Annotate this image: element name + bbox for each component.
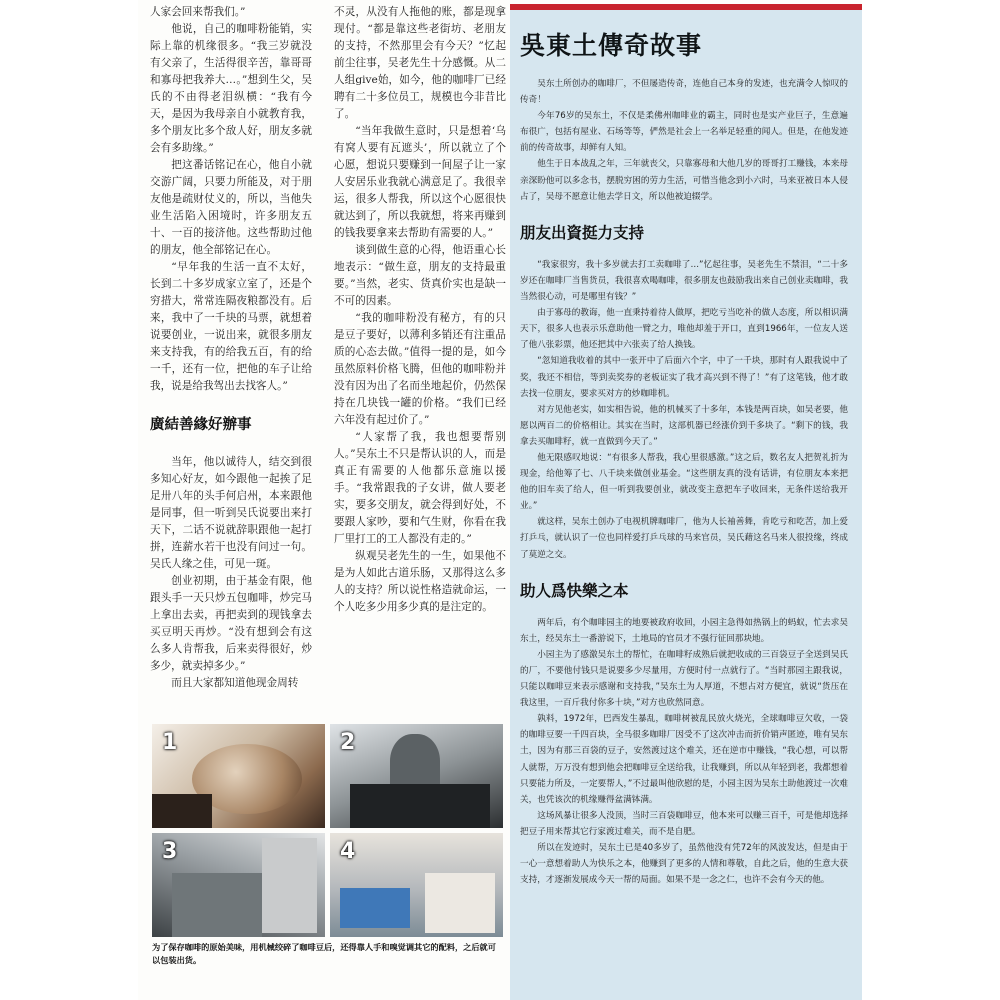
photo-grid: [152, 724, 506, 939]
magazine-page: [138, 0, 862, 1000]
panel-s2-p4: 这场风暴让很多人没顶，当时三百袋咖啡豆，他本来可以赚三百千，可是他却选择把豆子用来帮其它行家渡过难关，而不是自肥。: [520, 810, 848, 837]
panel-heading-friends-support: 朋友出資挺力支持: [520, 223, 645, 242]
middle-paragraph-1: 不灵，从没有人拖他的账，都是现拿现付。“都是靠这些老街坊、老朋友的支持，不然那里会有今天？”忆起前尘往事，吴老先生十分感慨。从二人组give始，如今，他的咖啡厂已经聘有二十多位员工，规模也今非昔比了。: [334, 6, 506, 120]
photo-caption: 为了保存咖啡的原始美味，用机械绞碎了咖啡豆后，还得靠人手和嗅觉调其它的配料，之后就可以包装出货。: [152, 942, 496, 965]
photo-number-3: 3: [162, 839, 178, 864]
panel-accent-bar: [510, 4, 862, 10]
panel-heading-helping-others: 助人爲快樂之本: [520, 581, 629, 600]
middle-paragraph-5: “人家帮了我，我也想要帮别人。”吴东土不只是帮认识的人，而是真正有需要的人他都乐意施以援手。“我常跟我的子女讲，做人要老实，要多交朋友，就会得到好处，不要跟人家吵，要和气生财，你看在我厂里打工的工人都没有走的。”: [334, 431, 506, 545]
middle-paragraph-2: “当年我做生意时，只是想着‘乌有窝人要有瓦遮头’，所以就立了个心愿，想说只要赚到一间屋子让一家人安居乐业我就心满意足了。我很幸运，很多人帮我，所以这个心愿很快就达到了，所以我就想，将来再赚到的钱我要拿来去帮助有需要的人。”: [334, 125, 506, 239]
left-column: [150, 4, 312, 692]
left-paragraph-1: 人家会回来帮我们。”: [150, 6, 246, 18]
photo-packaging: [330, 833, 503, 937]
panel-body: [510, 62, 862, 888]
panel-s2-p1: 两年后，有个咖啡园主的地要被政府收回，小园主急得如热锅上的蚂蚁，忙去求吴东土，经吴东土一番游说下，土地局的官员才不强行征回那块地。: [520, 617, 848, 644]
left-paragraph-7: 而且大家都知道他现金周转: [171, 677, 299, 689]
middle-paragraph-4: “我的咖啡粉没有秘方，有的只是豆子要好，以薄利多销还有注重品质的心态去做。”值得一提的是，如今虽然原料价格飞腾，但他的咖啡粉并没有因为出了名而坐地起价，仍然保持在几块钱一罐的价格。“我们已经六年没有起过价了。”: [334, 312, 506, 426]
left-paragraph-4: “早年我的生活一直不太好，长到二十多岁成家立室了，还是个穷措大，常常连隔夜粮都没有。后来，我中了一千块的马票，就想着说要创业，一说出来，就很多朋友来支持我，有的给我五百，有的给一千，还有一位，把他的车子让给我，说是给我驾出去找客人。”: [150, 261, 312, 392]
panel-s1-p6: 就这样，吴东土创办了电视机牌咖啡厂，他为人长袖善舞，肯吃亏和吃苦，加上爱打乒乓，就认识了一位也同样爱打乒乓球的马来官员，吴氏藉这名马来人很投缘，终成了莫逆之交。: [520, 517, 848, 560]
panel-s1-p1: “我家很穷，我十多岁就去打工卖咖啡了…”忆起往事，吴老先生不禁泪，“二十多岁还在咖啡厂当售货员，我很喜欢喝咖啡，很多朋友也鼓励我出来自己创业卖咖啡，我当然很心动，可是哪里有钱？”: [520, 259, 848, 303]
panel-s1-p5: 他无限感叹地说：“有很多人帮我，我心里很感激。”这之后，数名友人把贺礼折为现金，给他筹了七、八千块来做创业基金。“这些朋友真的没有话讲，有位朋友本来把他的旧车卖了给人，但一听到我要创业，就改变主意把车子收回来，无条件送给我开业。”: [520, 452, 848, 512]
photo-grinding-machine: [152, 833, 325, 937]
panel-s1-p2: 由于寡母的教诲，他一直秉持着待人做厚，把吃亏当吃补的做人态度，所以相识满天下，很多人也表示乐意助他一臂之力，唯他却羞于开口，直到1966年，一位友人送了他八张彩票，他还把其中六张卖了给人换钱。: [520, 308, 848, 351]
left-paragraph-6: 创业初期，由于基金有限，他跟头手一天只炒五包咖啡，炒完马上拿出去卖，再把卖到的现钱拿去买豆明天再炒。“没有想到会有这么多人肯帮我，后来卖得很好，炒多少，就卖掉多少。”: [150, 575, 312, 672]
photo-number-4: 4: [340, 839, 356, 864]
left-paragraph-5: 当年，他以诚待人，结交到很多知心好友，如今跟他一起挨了足足卅八年的头手何启州，本来跟他是同事，但一听到吴氏说要出来打天下，二话不说就辞职跟他一起打拼，连薪水若干也没有问过一句。吴氏人缘之佳，可见一斑。: [150, 456, 312, 570]
panel-title: 吳東土傳奇故事: [520, 31, 703, 60]
panel-s1-p3: “忽知道我收着的其中一张开中了后面六个字，中了一千块，那时有人跟我说中了奖，我还不相信，等到卖奖券的老板证实了我才高兴到不得了！”有了这笔钱，他才敢去找一位朋友，要求买对方的炒咖啡机。: [520, 356, 848, 399]
panel-intro-2: 今年76岁的吴东土，不仅是柔佛州咖啡业的霸主，同时也是实产业巨子，生意遍布很广，包括有屋业、石场等等，俨然是社会上一名举足轻重的闻人。但是，在他发迹前的传奇故事，却鲜有人知。: [520, 111, 848, 154]
middle-paragraph-3: 谈到做生意的心得，他语重心长地表示：“做生意，朋友的支持最重要。”当然，老实、货真价实也是缺一不可的因素。: [334, 244, 506, 307]
photo-number-1: 1: [162, 730, 178, 755]
photo-roasting-worker: [330, 724, 503, 828]
panel-s1-p4: 对方见他老实，如实相告说，他的机械买了十多年，本钱是两百块，如吴老要，他愿以两百二的价格相让。其实在当时，这部机器已经涨价到千多块了。“剩下的钱，我拿去买咖啡籽，就一直做到今天了。”: [520, 404, 848, 447]
panel-s2-p2: 小园主为了感激吴东土的帮忙，在咖啡籽成熟后就把收成的三百袋豆子全送到吴氏的厂，不要他付钱只是说要多少尽量用，方便时付一点就行了。“当时那园主跟我说，只能以咖啡豆来表示感谢和支持我，”吴东土为人厚道，不想占对方便宜，就说“货压在我这里，一百斤我付你多十块，”对方也欣然同意。: [520, 649, 848, 709]
story-sidebar-panel: [510, 4, 862, 1000]
photo-number-2: 2: [340, 730, 356, 755]
section-heading-friendship: 廣結善緣好辦事: [150, 417, 252, 433]
left-paragraph-3: 把这番话铭记在心，他自小就交游广阔，只要力所能及，对于朋友他是疏财仗义的，所以，当他失业生活陷入困境时，许多朋友五十、一百的接济他。这些帮助过他的朋友，他全部铭记在心。: [150, 159, 312, 256]
panel-intro-1: 吴东土所创办的咖啡厂，不但屡造传奇，连他自己本身的发迹，也充满令人惊叹的传奇！: [520, 79, 848, 106]
middle-paragraph-6: 纵观吴老先生的一生，如果他不是为人如此古道乐肠，又那得这么多人的支持？所以说性格造就命运，一个人吃多少用多少真的是注定的。: [334, 550, 506, 613]
panel-intro-3: 他生于日本战乱之年，三年就丧父，只靠寡母和大他几岁的哥哥打工赚钱，本来母亲深盼他可以多念书，摆脱穷困的劳力生活，可惜当他念到小六时，马来亚被日本人侵占了，吴母不愿意让他去学日文，所以他被迫辍学。: [520, 159, 848, 202]
panel-s2-p5: 所以在发迹时，吴东土已是40多岁了，虽然他没有凭72年的风波发达，但是由于一心一意想着助人为快乐之本，他赚到了更多的人情和尊敬，自此之后，他的生意大获支持，才逐渐发展成今天一帮的局面。如果不是一念之仁，也许不会有今天的他。: [520, 843, 848, 886]
photo-coffee-beans: [152, 724, 325, 828]
middle-column: [334, 4, 506, 616]
panel-s2-p3: 孰料，1972年，巴西发生暴乱，咖啡树被乱民放火烧光，全球咖啡豆欠收，一袋的咖啡豆要一千四百块，全马很多咖啡厂因受不了这次冲击而折价销声匿迹，唯有吴东土，因为有那三百袋的豆子，安然渡过这个难关，还在逆市中赚钱，“我心想，可以帮人就帮，万万没有想到他会把咖啡豆全送给我，让我赚到，所以从年轻到老，我都想着只要能力所及，一定要帮人，”不过最叫他欣慰的是，小园主因为吴东土助他渡过一次难关，也凭该次的机缘赚得盆满钵满。: [520, 714, 848, 805]
left-paragraph-2: 他说，自己的咖啡粉能销，实际上靠的机缘很多。“我三岁就没有父亲了，生活得很辛苦，靠哥哥和寡母把我养大…。”想到生父，吴氏的不由得老泪纵横：“我有今天，是因为我母亲自小就教育我，多个朋友比多个敌人好，朋友多就会有多助缘。”: [150, 23, 312, 154]
